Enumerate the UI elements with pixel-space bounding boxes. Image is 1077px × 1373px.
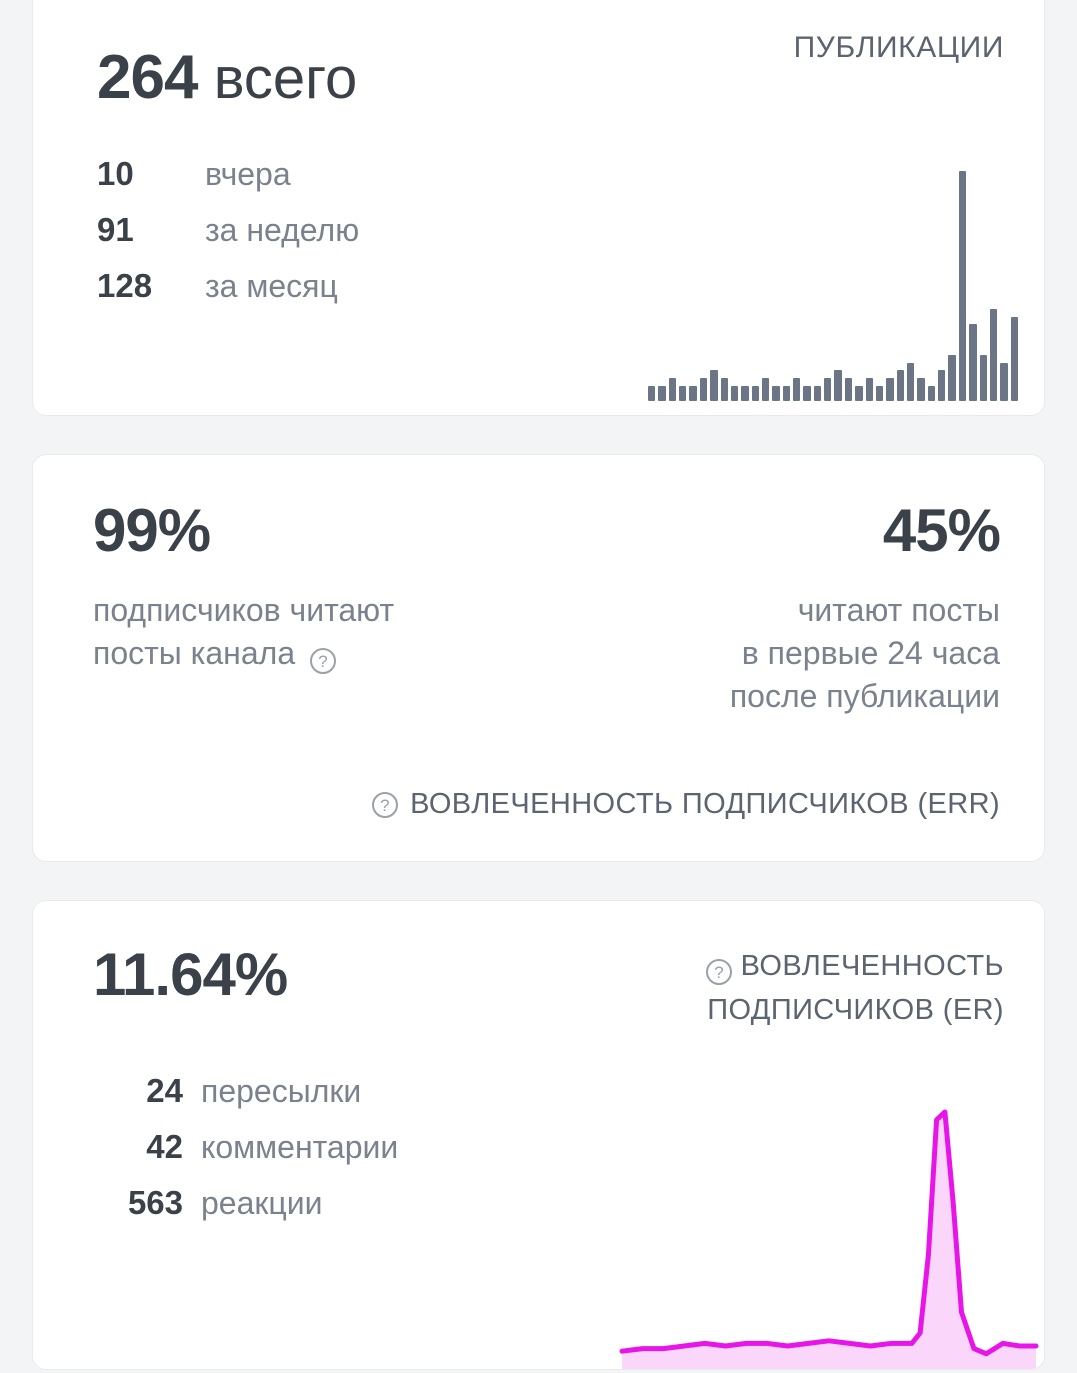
err-card-footer-label: ВОВЛЕЧЕННОСТЬ ПОДПИСЧИКОВ (ERR) — [410, 788, 1000, 820]
err-right-block — [729, 497, 1000, 719]
stat-value: 128 — [97, 267, 153, 304]
bar — [1011, 317, 1018, 401]
bar — [928, 386, 935, 401]
bar — [845, 378, 852, 401]
err-card-footer — [372, 788, 1000, 821]
bar — [689, 386, 696, 401]
stat-label: пересылки — [201, 1073, 362, 1109]
help-icon[interactable]: ? — [706, 959, 732, 985]
bar — [669, 378, 676, 401]
er-card — [32, 900, 1045, 1370]
bar — [969, 324, 976, 401]
err-right-percent: 45% — [882, 497, 1000, 564]
err-left-percent: 99% — [93, 497, 211, 564]
publications-bar-chart — [648, 151, 1018, 401]
err-left-description-line2 — [93, 632, 394, 675]
er-card-label-line1: ВОВЛЕЧЕННОСТЬ — [740, 950, 1004, 982]
err-left-description — [93, 589, 394, 675]
bar — [731, 386, 738, 401]
stat-label: реакции — [201, 1185, 323, 1221]
stat-label: вчера — [205, 156, 291, 192]
err-left-block — [93, 497, 395, 675]
err-card — [32, 454, 1045, 862]
bar — [948, 355, 955, 401]
err-right-description-line3: после публикации — [729, 678, 1000, 715]
bar — [980, 355, 987, 401]
stat-label: комментарии — [201, 1129, 399, 1165]
er-line-chart — [614, 1079, 1044, 1369]
publications-card — [32, 0, 1045, 416]
stat-label: за неделю — [205, 212, 360, 248]
bar — [1000, 363, 1007, 401]
bar — [990, 309, 997, 401]
bar — [741, 386, 748, 401]
bar — [752, 386, 759, 401]
er-percent: 11.64% — [93, 941, 288, 1008]
bar — [834, 370, 841, 401]
bar — [803, 386, 810, 401]
bar — [907, 363, 914, 401]
bar — [710, 370, 717, 401]
bar — [959, 171, 966, 401]
err-left-description-line2-text: посты канала — [93, 635, 296, 672]
help-icon[interactable]: ? — [310, 648, 336, 674]
bar — [917, 378, 924, 401]
bar — [855, 386, 862, 401]
er-card-label-line2: ПОДПИСЧИКОВ (ER) — [707, 993, 1004, 1026]
publications-card-label: ПУБЛИКАЦИИ — [793, 31, 1004, 64]
stat-value: 563 — [127, 1184, 183, 1221]
er-card-label — [700, 945, 1004, 1032]
bar — [866, 378, 873, 401]
er-line — [622, 1112, 1036, 1354]
stat-label: за месяц — [205, 268, 338, 304]
bar — [897, 370, 904, 401]
bar — [679, 386, 686, 401]
bar — [886, 378, 893, 401]
err-right-description — [730, 589, 1000, 719]
publications-total-value: 264 — [97, 43, 198, 112]
err-left-description-line1: подписчиков читают — [93, 592, 395, 628]
stat-value: 42 — [146, 1128, 183, 1165]
bar — [876, 386, 883, 401]
bar — [658, 386, 665, 401]
stat-value: 91 — [97, 211, 134, 248]
bar — [824, 378, 831, 401]
bar — [938, 370, 945, 401]
err-right-description-line1: читают посты — [797, 592, 1000, 628]
stat-value: 24 — [146, 1072, 183, 1109]
bar — [814, 386, 821, 401]
publications-total-unit: всего — [213, 46, 358, 111]
bar — [700, 378, 707, 401]
bar — [721, 378, 728, 401]
bar — [772, 386, 779, 401]
bar — [762, 378, 769, 401]
stat-value: 10 — [97, 155, 134, 192]
help-icon[interactable]: ? — [372, 792, 398, 818]
bar — [793, 378, 800, 401]
bar — [648, 386, 655, 401]
err-right-description-line2: в первые 24 часа — [741, 635, 1000, 672]
er-area-fill — [622, 1112, 1036, 1369]
bar — [783, 386, 790, 401]
